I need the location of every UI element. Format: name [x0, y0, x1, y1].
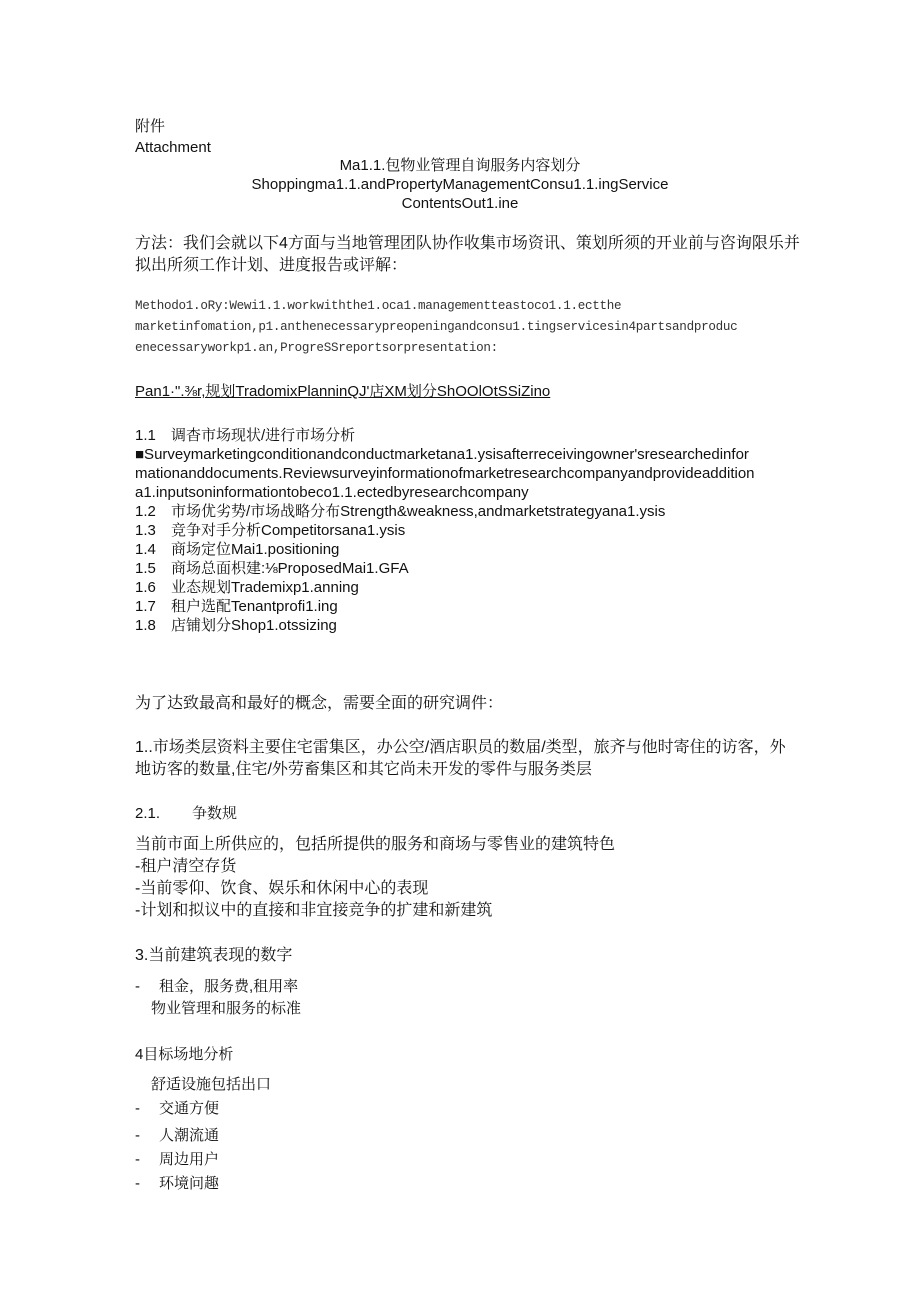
section-1-line-2: 地访客的数量,住宅/外劳畜集区和其它尚未开发的零件与服务类层: [135, 761, 592, 778]
dash-marker: -: [135, 1175, 140, 1192]
item-text: 商场总面枳建:⅛ProposedMai1.GFA: [171, 560, 409, 577]
section-4-bullet: [135, 1174, 219, 1193]
dash-marker: -: [135, 1151, 140, 1168]
item-number: 1.1: [135, 427, 156, 444]
list-item: [135, 597, 338, 616]
methodology-en-line-3: enecessaryworkp1.an,ProgreSSreportsorpresentation:: [135, 341, 498, 355]
title-en-line-1: Shoppingma1.1.andPropertyManagementConsu1.1.ingService: [251, 176, 669, 193]
list-item: [135, 426, 355, 445]
section-4-bullet: [135, 1099, 219, 1118]
item-text: 商场定位Mai1.positioning: [171, 541, 340, 558]
item-number: 1.3: [135, 522, 156, 539]
section-4-heading: 4目标场地分析: [135, 1046, 234, 1063]
item-text: 竞争对手分析Competitorsana1.ysis: [171, 522, 406, 539]
bullet-text: 周边用户: [159, 1151, 220, 1168]
section-2-number: 2.1.: [135, 805, 161, 822]
bullet-text: 租金，服务费,租用率: [159, 978, 299, 995]
section-4-line: 舒适设施包括出口: [151, 1076, 272, 1093]
dash-marker: -: [135, 1127, 140, 1144]
item-text: 业态规划Trademixp1.anning: [171, 579, 359, 596]
item-number: 1.5: [135, 560, 156, 577]
section-3-line: 物业管理和服务的标准: [151, 1000, 302, 1017]
title-en-line-2: ContentsOut1.ine: [401, 195, 519, 212]
methodology-zh-line-1: 方法：我们会就以下4方面与当地管理团队协作收集市场资讯、策划所须的开业前与咨询限乐并: [135, 235, 800, 252]
section-2-bullet: -当前零仰、饮食、娱乐和休闲中心的表现: [135, 880, 429, 897]
section-1-line-1: 1..市场类层资料主要住宅雷集区，办公空/酒店职员的数届/类型，旅齐与他时寄住的访客，外: [135, 739, 786, 756]
bullet-text: 人潮流通: [159, 1127, 220, 1144]
item-text: 调杳市场现状/进行市场分析: [171, 427, 356, 444]
item-1-detail-line-1: ■Surveymarketingconditionandconductmarketana1.ysisafterreceivingowner'sresearchedinfor: [135, 446, 749, 463]
item-number: 1.6: [135, 579, 156, 596]
item-1-detail-line-2: mationanddocuments.Reviewsurveyinformationofmarketresearchcompanyandprovideaddition: [135, 465, 755, 482]
list-item: [135, 502, 665, 521]
methodology-zh-line-2: 拟出所须工作计划、进度报告或评解：: [135, 257, 408, 274]
list-item: [135, 616, 337, 635]
section-2-intro: 当前市面上所供应的，包括所提供的服务和商场与零售业的建筑特色: [135, 836, 616, 853]
attachment-label-en: Attachment: [135, 139, 211, 156]
section-2-bullet: -租户清空存货: [135, 858, 237, 875]
methodology-en-line-1: Methodo1.oRy:Wewi1.1.workwiththe1.oca1.managementteastoco1.1.ectthe: [135, 299, 622, 313]
research-intro: 为了达致最高和最好的概念，需要全面的研究调件：: [135, 695, 504, 712]
title-zh: Ma1.1.包物业管理自询服务内容划分: [339, 157, 581, 174]
list-item: [135, 540, 339, 559]
methodology-en-line-2: marketinfomation,p1.anthenecessarypreopeningandconsu1.tingservicesin4partsandproduc: [135, 320, 738, 334]
dash-marker: -: [135, 978, 140, 995]
list-item: [135, 521, 405, 540]
section-4-bullet: [135, 1150, 219, 1169]
item-text: 店铺划分Shop1.otssizing: [171, 617, 337, 634]
section-3-bullet: [135, 977, 298, 996]
attachment-label-zh: 附件: [135, 118, 166, 135]
item-number: 1.7: [135, 598, 156, 615]
bullet-text: 环境问趣: [159, 1175, 220, 1192]
item-number: 1.4: [135, 541, 156, 558]
item-1-detail-line-3: a1.inputsoninformationtobeco1.1.ectedbyresearchcompany: [135, 484, 529, 501]
item-number: 1.2: [135, 503, 156, 520]
bullet-text: 交通方便: [159, 1100, 220, 1117]
section-2-title: 争数规: [192, 805, 238, 822]
item-text: 租户选配Tenantprofi1.ing: [171, 598, 338, 615]
part-heading: Pan1·".⅜r,规划TradomixPlanninQJ'店XM划分ShOOlOtSSiZino: [135, 383, 551, 400]
list-item: [135, 578, 359, 597]
section-2-heading: [135, 804, 237, 823]
section-3-heading: 3.当前建筑表现的数字: [135, 947, 293, 964]
section-2-bullet: -计划和拟议中的直接和非宜接竞争的扩建和新建筑: [135, 902, 493, 919]
list-item: [135, 559, 409, 578]
item-number: 1.8: [135, 617, 156, 634]
item-text: 市场优劣势/市场战略分布Strength&weakness,andmarketstrategyana1.ysis: [171, 503, 666, 520]
dash-marker: -: [135, 1100, 140, 1117]
section-4-bullet: [135, 1126, 219, 1145]
